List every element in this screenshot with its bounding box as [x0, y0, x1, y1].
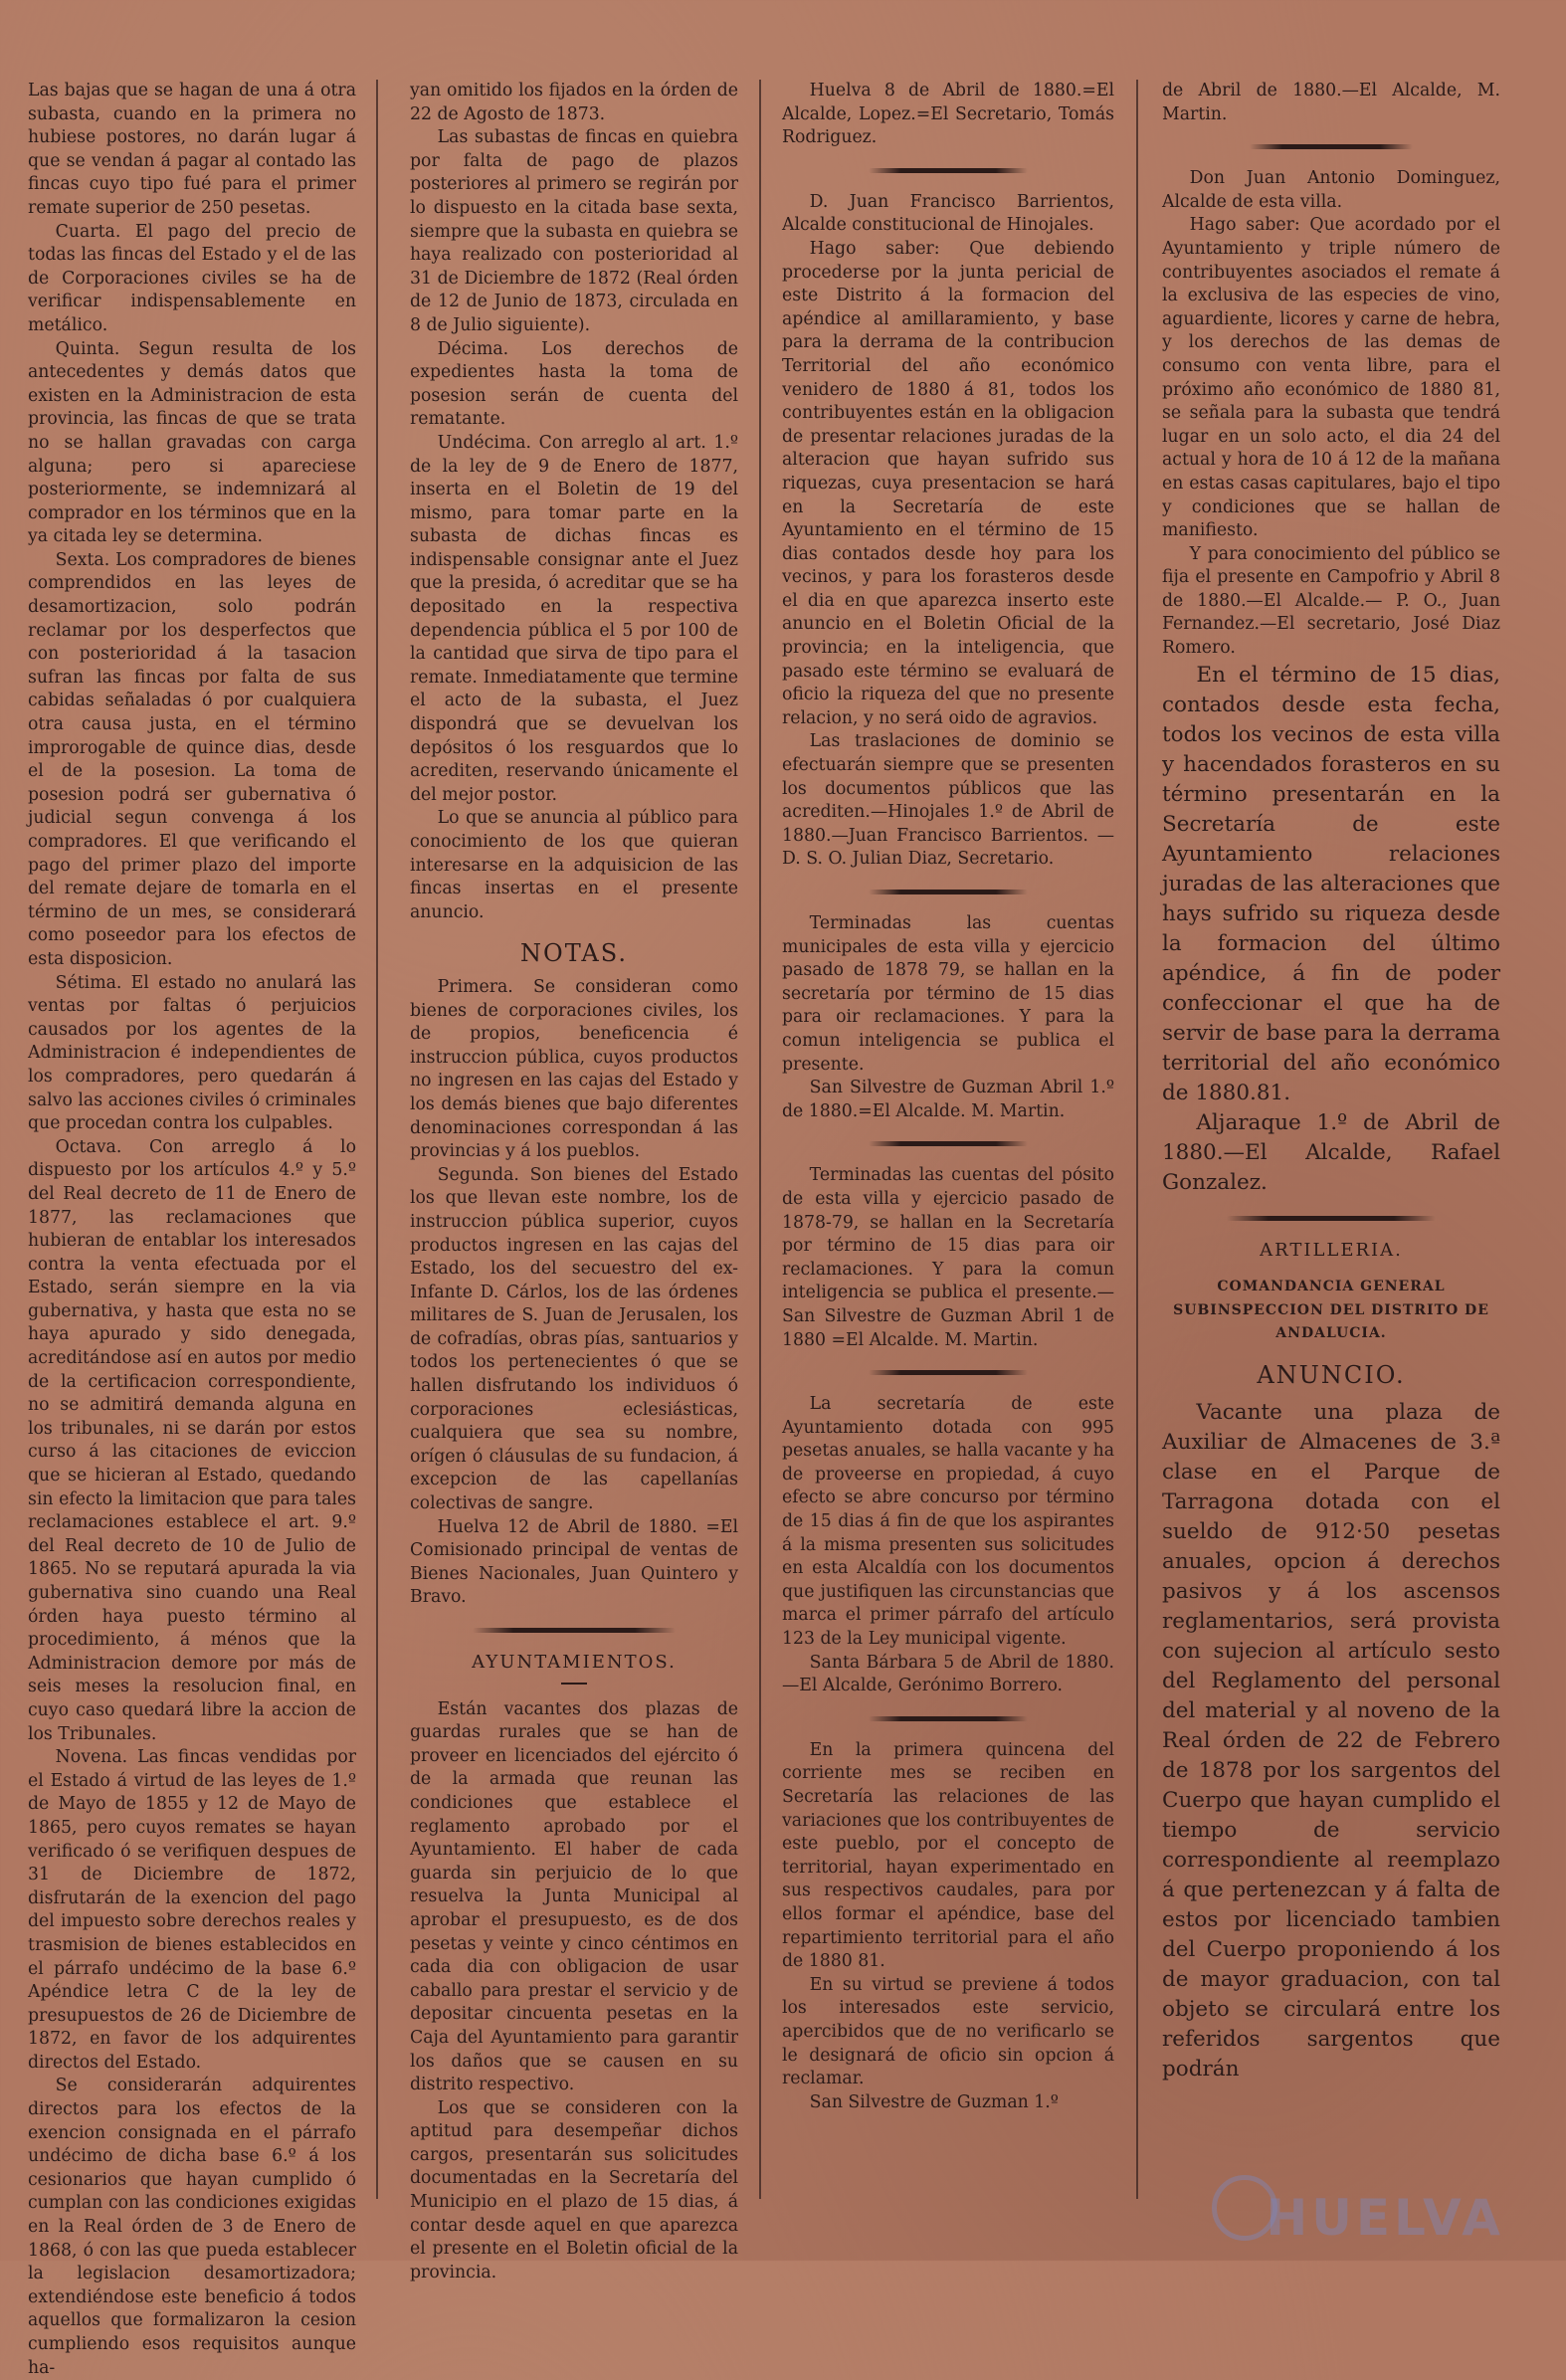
paragraph: Cuarta. El pago del precio de todas las fincas del Estado y el de las de Corporaciones civiles se ha de verificar indispensablemente en metálico. — [28, 221, 356, 335]
signature-line: Huelva 8 de Abril de 1880.=El Alcalde, Lopez.=El Secretario, Tomás Rodriguez. — [782, 81, 1114, 148]
paragraph: Décima. Los derechos de expedientes hasta la toma de posesion serán de cuenta del rematante. — [410, 338, 738, 430]
notas-heading: NOTAS. — [520, 939, 628, 968]
section-separator — [1227, 1216, 1437, 1221]
paragraph: Lo que se anuncia al público para conocimiento de los que quieran interesarse en la adquisicion de las fincas insertas en el presente anuncio. — [410, 808, 738, 922]
paragraph: La secretaría de este Ayuntamiento dotada con 995 pesetas anuales, se halla vacante y ha de proveerse en propiedad, á cuyo efecto se abre concurso por término de 15 dias á fin de que los aspirantes á la misma presenten sus solicitudes en esta Alcaldía con los documentos que justifiquen las circunstancias que marca el primer párrafo del artículo 123 de la Ley municipal vigente. — [782, 1394, 1114, 1650]
paragraph: Se considerarán adquirentes directos para los efectos de la exencion consignada en el párrafo undécimo de dicha base 6.º á los cesionarios que hayan cumplido ó cumplan con las condiciones exigidas en la Real órden de 3 de Enero de 1868, ó con las que pueda establecer la legislacion desamortizadora; extendiéndose este beneficio á todos aquellos que formalizaron la cesion cumpliendo esos requisitos aunque ha- — [28, 2076, 356, 2378]
heading-dash — [561, 1683, 587, 1685]
column-rule — [1136, 80, 1138, 2199]
signature-line: San Silvestre de Guzman Abril 1.º de 1880.=El Alcalde. M. Martin. — [782, 1078, 1114, 1121]
section-separator — [869, 890, 1028, 894]
ayuntamientos-heading: AYUNTAMIENTOS. — [472, 1652, 677, 1673]
paragraph: Octava. Con arreglo á lo dispuesto por los artículos 4.º y 5.º del Real decreto de 11 de Enero de 1877, las reclamaciones que hubieran de entablar los interesados contra la venta efectuada por el Estado, serán siempre en la via gubernativa, y hasta que esta no se haya apurado y sido denegada, acreditándose así en autos por medio de la certificacion correspondiente, no se admitirá demanda alguna en los tribunales, ni se darán por estos curso á las citaciones de eviccion que se hicieran al Estado, quedando sin efecto la limitacion que para tales reclamaciones establece el art. 9.º del Real decreto de 10 de Julio de 1865. No se reputará apurada la via gubernativa sino cuando una Real órden haya puesto término al procedimiento, á ménos que la Administracion demore por más de seis meses la resolucion final, en cuyo caso quedará libre la accion de los Tribunales. — [28, 1136, 356, 1744]
paragraph: En su virtud se previene á todos los interesados este servicio, apercibidos que de no verificarlo se le designará de oficio sin opcion á reclamar. — [782, 1974, 1114, 2089]
paragraph: Hago saber: Que acordado por el Ayuntamiento y triple número de contribuyentes asociados el remate á la exclusiva de las especies de vino, aguardiente, licores y carne de hebra, y los derechos de las demas de consumo con venta libre, para el próximo año económico de 1880 81, se señala para la subasta que tendrá lugar en un solo acto, el dia 24 del actual y hora de 10 á 12 de la mañana en estas casas capitulares, bajo el tipo y condiciones que se hallan de manifiesto. — [1162, 215, 1500, 541]
paragraph: En el término de 15 dias, contados desde esta fecha, todos los vecinos de esta villa y hacendados forasteros en su término presentarán en la Secretaría de este Ayuntamiento relaciones juradas de las alteraciones que hays sufrido su riqueza desde la formacion del último apéndice, á fin de poder confeccionar el que ha de servir de base para la derrama territorial del año económico de 1880.81. — [1162, 662, 1500, 1105]
watermark: HUELVA — [1266, 2189, 1504, 2247]
section-separator — [869, 168, 1028, 173]
paragraph: Vacante una plaza de Auxiliar de Almacenes de 3.ª clase en el Parque de Tarragona dotada con el sueldo de 912·50 pesetas anuales, opcion á derechos pasivos y á los ascensos reglamentarios, será provista con sujecion al artículo sesto del Reglamento del personal del material y al noveno de la Real órden de 22 de Febrero de 1878 por los sargentos del Cuerpo que hayan cumplido el tiempo de servicio correspondiente al reemplazo á que pertenezcan y á falta de estos por licenciado tambien del Cuerpo proponiendo á los de mayor graduacion, con tal objeto se circulará entre los referidos sargentos que podrán — [1162, 1399, 1500, 2082]
paragraph: Segunda. Son bienes del Estado los que llevan este nombre, los de instruccion pública superior, cuyos productos ingresen en las cajas del Estado, los del secuestro del ex-Infante D. Cárlos, los de las órdenes militares de S. Juan de Jerusalen, los de cofradías, obras pías, santuarios y todos los pertenecientes ó que se hallen disfrutando los individuos ó corporaciones eclesiásticas, cualquiera que sea su nombre, orígen ó cláusulas de su fundacion, á excepcion de las capellanías colectivas de sangre. — [410, 1164, 738, 1514]
column-3 — [782, 80, 1114, 2209]
artilleria-heading: ARTILLERIA. — [1260, 1239, 1403, 1261]
section-separator — [869, 1141, 1028, 1146]
section-separator — [869, 1716, 1028, 1721]
column-2 — [410, 80, 738, 2282]
section-separator — [473, 1628, 677, 1633]
column-rule — [759, 80, 761, 2199]
paragraph: Terminadas las cuentas municipales de esta villa y ejercicio pasado de 1878 79, se hallan en la secretaría por término de 15 dias para oir reclamaciones. Y para la comun inteligencia se publica el presente. — [782, 913, 1114, 1075]
paragraph: yan omitido los fijados en la órden de 22 de Agosto de 1873. — [410, 81, 738, 124]
signature-line: de Abril de 1880.—El Alcalde, M. Martin. — [1162, 81, 1500, 124]
paragraph: Primera. Se consideran como bienes de corporaciones civiles, los de propios, beneficencia é instruccion pública, cuyos productos no ingresen en las cajas del Estado y los demás bienes que bajo diferentes denominaciones correspondan á las provincias y á los pueblos. — [410, 976, 738, 1162]
paragraph: Los que se consideren con la aptitud para desempeñar dichos cargos, presentarán sus solicitudes documentadas en la Secretaría del Municipio en el plazo de 15 dias, á contar desde aquel en que aparezca el presente en el Boletin oficial de la provincia. — [410, 2097, 738, 2282]
signature-line: Aljaraque 1.º de Abril de 1880.—El Alcalde, Rafael Gonzalez. — [1162, 1109, 1500, 1195]
paragraph: Sexta. Los compradores de bienes comprendidos en las leyes de desamortizacion, solo podrán reclamar por los desperfectos que con posterioridad á la tasacion sufran las fincas por falta de sus cabidas señaladas ó por cualquiera otra causa justa, en el término improrogable de quince dias, desde el de la posesion. La toma de posesion podrá ser gubernativa ó judicial segun convenga á los compradores. El que verificando el pago del primer plazo del importe del remate dejare de tomarla en el término de un mes, se considerará como poseedor para los efectos de esta disposicion. — [28, 549, 356, 969]
section-separator — [869, 1370, 1028, 1375]
column-rule — [376, 80, 378, 2199]
comandancia-heading: COMANDANCIA GENERAL SUBINSPECCION DEL DISTRITO DE ANDALUCIA. — [1173, 1279, 1489, 1342]
paragraph: Novena. Las fincas vendidas por el Estado á virtud de las leyes de 1.º de Mayo de 1855 y 12 de Mayo de 1865, pero cuyos remates se hayan verificado ó se verifiquen despues de 31 de Diciembre de 1872, disfrutarán de la exencion del pago del impuesto sobre derechos reales y trasmision de bienes establecidos en el párrafo undécimo de la base 6.º Apéndice letra C de la ley de presupuestos de 26 de Diciembre de 1872, en favor de los adquirentes directos del Estado. — [28, 1747, 356, 2073]
anuncio-heading: ANUNCIO. — [1257, 1361, 1406, 1390]
column-1 — [28, 80, 356, 2378]
column-4 — [1162, 80, 1500, 2209]
paragraph: Las traslaciones de dominio se efectuarán siempre que se presenten los documentos públicos que las acrediten.—Hinojales 1.º de Abril de 1880.—Juan Francisco Barrientos. —D. S. O. Julian Diaz, Secretario. — [782, 731, 1114, 870]
paragraph: Están vacantes dos plazas de guardas rurales que se han de proveer en licenciados del ejército ó de la armada que reunan las condiciones que establece el reglamento aprobado por el Ayuntamiento. El haber de cada guarda sin perjuicio de lo que resuelva la Junta Municipal al aprobar el presupuesto, es de dos pesetas y veinte y cinco céntimos en cada dia con obligacion de usar caballo para prestar el servicio y de depositar cincuenta pesetas en la Caja del Ayuntamiento para garantir los daños que se causen en su distrito respectivo. — [410, 1698, 738, 2095]
paragraph: Las subastas de fincas en quiebra por falta de pago de plazos posteriores al primero se regirán por lo dispuesto en la citada base sexta, siempre que la subasta en quiebra se haya realizado con posterioridad al 31 de Diciembre de 1872 (Real órden de 12 de Junio de 1873, circulada en 8 de Julio siguiente). — [410, 127, 738, 335]
paragraph: Las bajas que se hagan de una á otra subasta, cuando en la primera no hubiese postores, no darán lugar á que se vendan á pagar al contado las fincas cuyo tipo fué para el primer remate superior de 250 pesetas. — [28, 81, 356, 218]
signature-line: San Silvestre de Guzman 1.º — [809, 2091, 1059, 2112]
paragraph: D. Juan Francisco Barrientos, Alcalde constitucional de Hinojales. — [782, 191, 1114, 236]
paragraph: Hago saber: Que debiendo procederse por la junta pericial de este Distrito á la formacion del apéndice al amillaramiento, y base para la derrama de la contribucion Territorial del año económico venidero de 1880 á 81, todos los contribuyentes están en la obligacion de presentar relaciones juradas de la alteracion que hayan sufrido sus riquezas, cuya presentacion se hará en la Secretaría de este Ayuntamiento en el término de 15 dias contados desde hoy para los vecinos, y para los forasteros desde el dia en que aparezca inserto este anuncio en el Boletin Oficial de la provincia; en la inteligencia, que pasado este término se evaluará de oficio la riqueza del que no presente relacion, y no será oido de agravios. — [782, 238, 1114, 728]
signature-line: Santa Bárbara 5 de Abril de 1880. —El Alcalde, Gerónimo Borrero. — [782, 1652, 1114, 1696]
section-separator — [1250, 144, 1412, 149]
paragraph: Quinta. Segun resulta de los antecedentes y demás datos que existen en la Administracion de esta provincia, las fincas de que se trata no se hallan gravadas con carga alguna; pero si apareciese posteriormente, se indemnizará al comprador en los términos que en la ya citada ley se determina. — [28, 338, 356, 547]
paragraph: Sétima. El estado no anulará las ventas por faltas ó perjuicios causados por los agentes de la Administracion é independientes de los compradores, pero quedarán á salvo las acciones civiles ó criminales que procedan contra los culpables. — [28, 972, 356, 1134]
paragraph: Terminadas las cuentas del pósito de esta villa y ejercicio pasado de 1878-79, se hallan en la Secretaría por término de 15 dias para oir reclamaciones. Y para la comun inteligencia se publica el presente.—San Silvestre de Guzman Abril 1 de 1880 =El Alcalde. M. Martin. — [782, 1165, 1114, 1350]
paragraph: En la primera quincena del corriente mes se reciben en Secretaría las relaciones de las variaciones que los contribuyentes de este pueblo, por el concepto de territorial, hayan experimentado en sus respectivos caudales, para por ellos formar el apéndice, base del repartimiento territorial para el año de 1880 81. — [782, 1739, 1114, 1972]
paragraph: Undécima. Con arreglo al art. 1.º de la ley de 9 de Enero de 1877, inserta en el Boletin de 19 del mismo, para tomar parte en la subasta de dichas fincas es indispensable consignar ante el Juez que la presida, ó acreditar que se ha depositado en la respectiva dependencia pública el 5 por 100 de la cantidad que sirva de tipo para el remate. Inmediatamente que termine el acto de la subasta, el Juez dispondrá que se devuelvan los depósitos ó los resguardos que lo acrediten, reservando únicamente el del mejor postor. — [410, 432, 738, 805]
signature-line: Huelva 12 de Abril de 1880. =El Comisionado principal de ventas de Bienes Nacionales, Juan Quintero y Bravo. — [410, 1516, 738, 1608]
paragraph: Don Juan Antonio Dominguez, Alcalde de esta villa. — [1162, 168, 1500, 212]
paragraph: Y para conocimiento del público se fija el presente en Campofrio y Abril 8 de 1880.—El Alcalde.— P. O., Juan Fernandez.—El secretario, José Diaz Romero. — [1162, 543, 1500, 659]
